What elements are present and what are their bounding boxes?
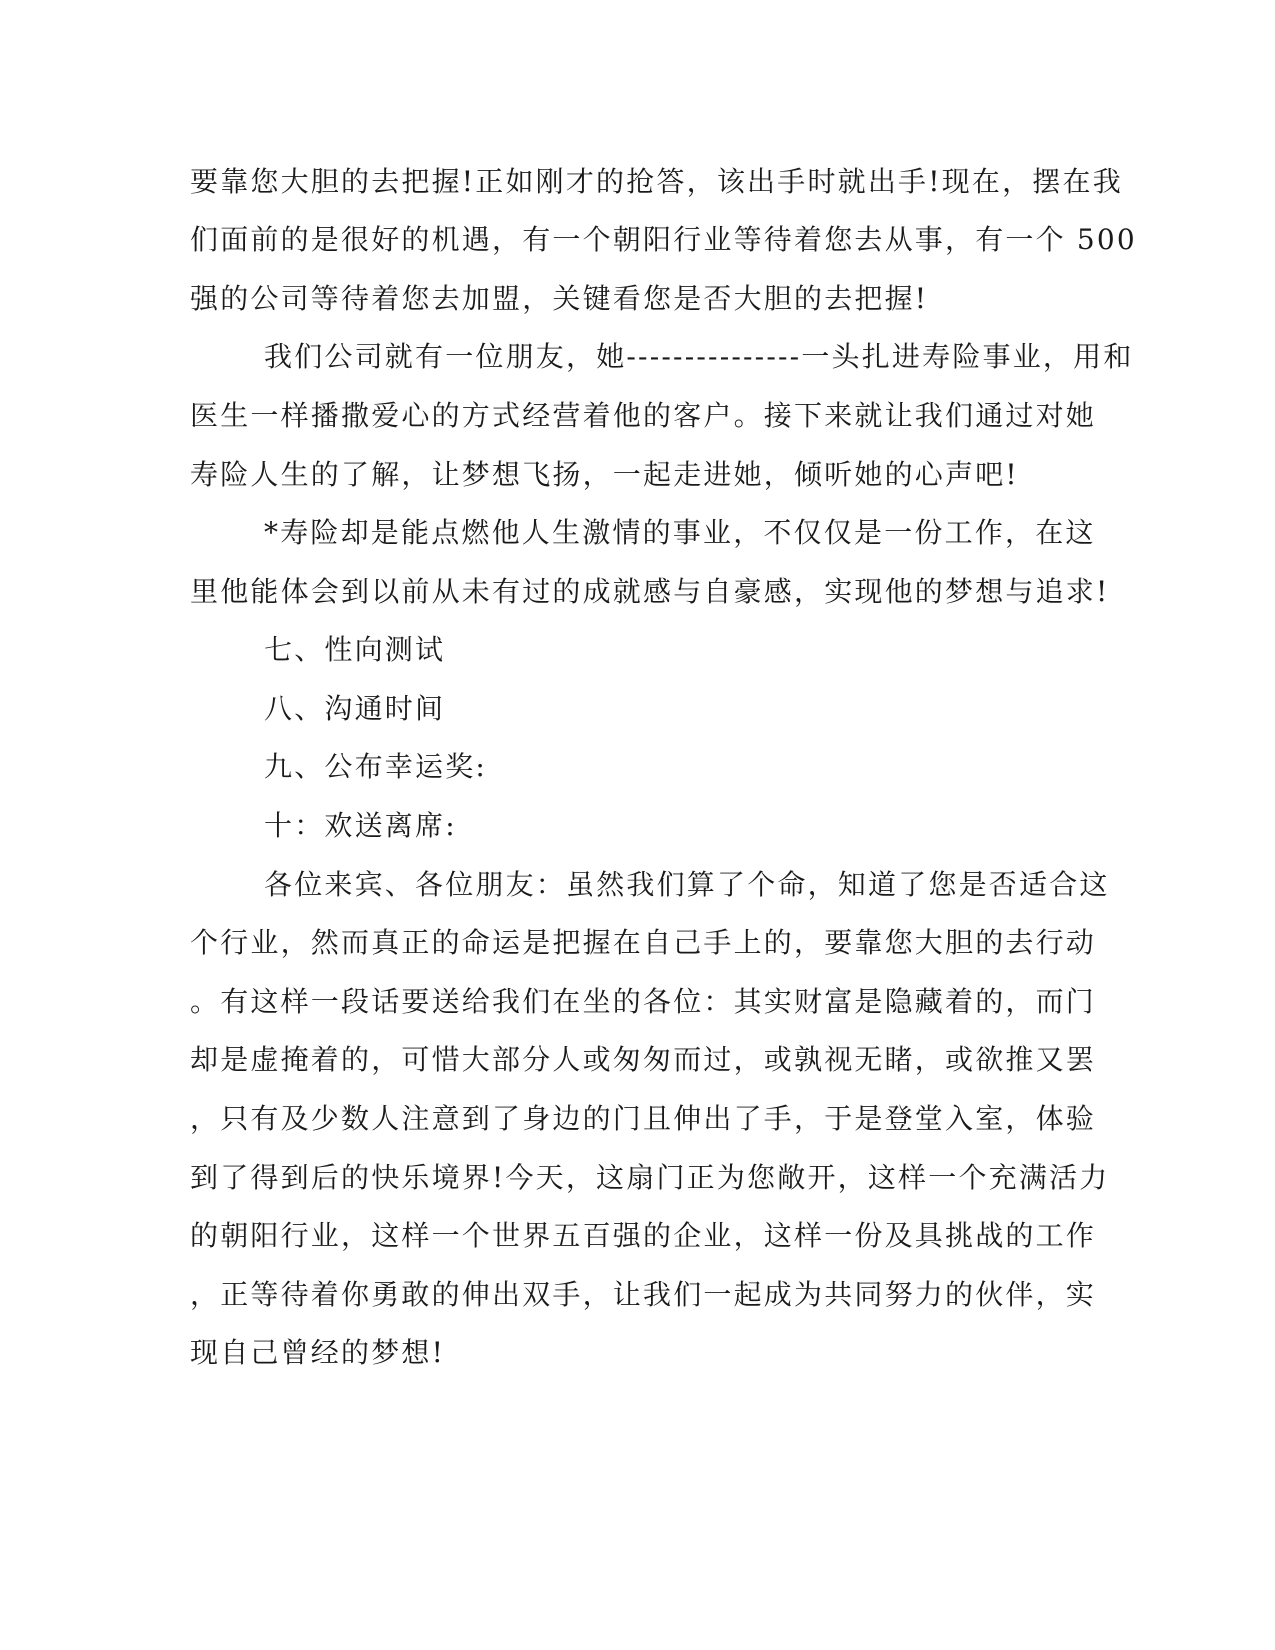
text-line-3: 强的公司等待着您去加盟，关键看您是否大胆的去把握! [190, 282, 929, 315]
text-line-17: ，只有及少数人注意到了身边的门且伸出了手，于是登堂入室，体验 [190, 1102, 1097, 1135]
text-line-8: 里他能体会到以前从未有过的成就感与自豪感，实现他的梦想与追求! [190, 575, 1110, 608]
text-line-21: 现自己曾经的梦想! [190, 1336, 446, 1369]
text-line-20: ，正等待着你勇敢的伸出双手，让我们一起成为共同努力的伙伴，实 [190, 1278, 1097, 1311]
text-line-15: 。有这样一段话要送给我们在坐的各位：其实财富是隐藏着的，而门 [190, 985, 1097, 1018]
section-heading-8: 八、沟通时间 [264, 692, 446, 725]
text-line-4: 我们公司就有一位朋友，她---------------一头扎进寿险事业，用和 [264, 340, 1134, 373]
text-line-2: 们面前的是很好的机遇，有一个朝阳行业等待着您去从事，有一个 500 [190, 223, 1137, 256]
text-line-7: *寿险却是能点燃他人生激情的事业，不仅仅是一份工作，在这 [264, 516, 1096, 549]
text-line-18: 到了得到后的快乐境界!今天，这扇门正为您敞开，这样一个充满活力 [190, 1161, 1110, 1194]
text-line-1: 要靠您大胆的去把握!正如刚才的抢答，该出手时就出手!现在，摆在我 [190, 165, 1123, 198]
text-line-14: 个行业，然而真正的命运是把握在自己手上的，要靠您大胆的去行动 [190, 926, 1097, 959]
section-heading-7: 七、性向测试 [264, 633, 446, 666]
text-line-19: 的朝阳行业，这样一个世界五百强的企业，这样一份及具挑战的工作 [190, 1219, 1097, 1252]
text-line-13: 各位来宾、各位朋友：虽然我们算了个命，知道了您是否适合这 [264, 868, 1110, 901]
text-line-5: 医生一样播撒爱心的方式经营着他的客户。接下来就让我们通过对她 [190, 399, 1097, 432]
text-line-16: 却是虚掩着的，可惜大部分人或匆匆而过，或孰视无睹，或欲推又罢 [190, 1043, 1097, 1076]
section-heading-10: 十：欢送离席: [264, 809, 457, 842]
section-heading-9: 九、公布幸运奖: [264, 750, 488, 783]
text-line-6: 寿险人生的了解，让梦想飞扬，一起走进她，倾听她的心声吧! [190, 458, 1019, 491]
